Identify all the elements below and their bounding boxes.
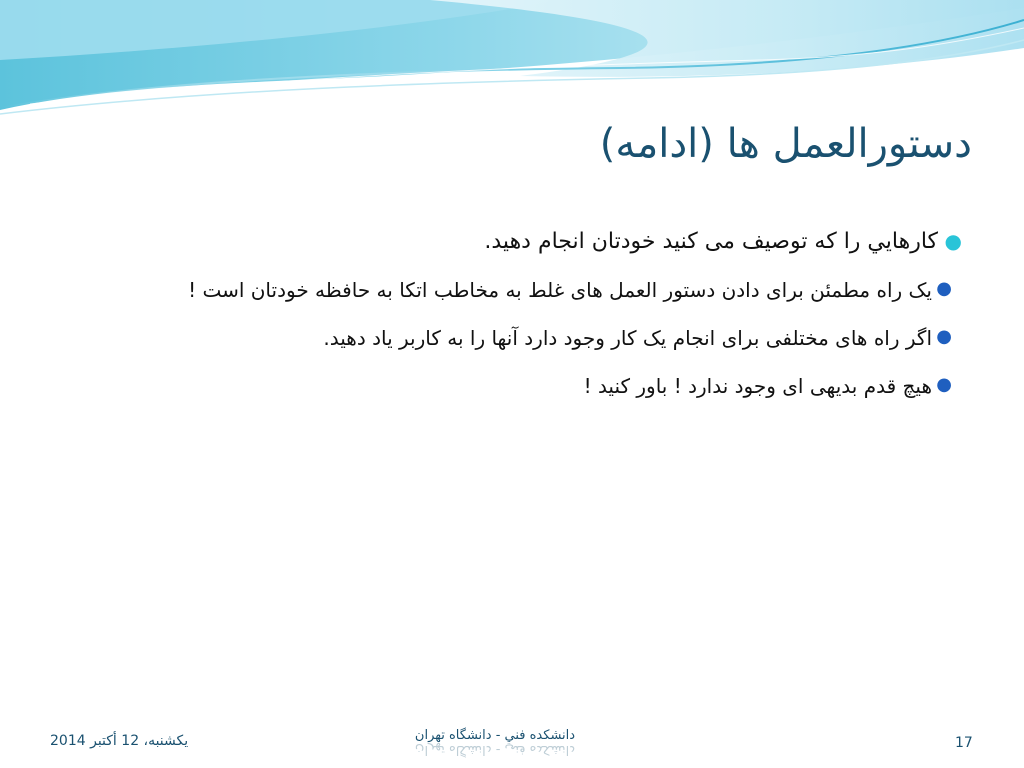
sub-bullet-dot-icon: ● bbox=[936, 374, 952, 395]
sub-bullet-item bbox=[102, 364, 962, 408]
footer-organization-text: دانشکده فني - دانشگاه تهران bbox=[414, 728, 576, 743]
sub-bullet-dot-icon: ● bbox=[936, 326, 952, 347]
bullet-dot-icon: ● bbox=[944, 229, 962, 253]
footer-date: يكشنبه، 12 أكتبر 2014 bbox=[50, 733, 189, 749]
bullet-item bbox=[102, 222, 962, 262]
sub-bullet-dot-icon: ● bbox=[936, 278, 952, 299]
footer-organization bbox=[380, 728, 610, 756]
bullet-text: کارهايي را که توصيف می کنيد خودتان انجام دهيد. bbox=[484, 229, 938, 254]
header-wave-decoration bbox=[0, 0, 1024, 130]
sub-bullet-text: يک راه مطمئن برای دادن دستور العمل های غلط به مخاطب اتکا به حافظه خودتان است ! bbox=[188, 278, 932, 302]
slide-number: 17 bbox=[955, 735, 973, 751]
sub-bullet-item bbox=[102, 316, 962, 360]
sub-bullet-item bbox=[102, 268, 962, 312]
sub-bullet-text: اگر راه های مختلفی برای انجام يک کار وجود دارد آنها را به کاربر ياد دهيد. bbox=[323, 326, 932, 350]
footer-organization-reflection: دانشکده فني - دانشگاه تهران bbox=[414, 742, 576, 757]
slide-title: دستورالعمل ها (ادامه) bbox=[599, 121, 972, 167]
sub-bullet-text: هيچ قدم بديهی ای وجود ندارد ! باور کنيد ! bbox=[583, 374, 932, 398]
slide-content bbox=[102, 222, 962, 412]
